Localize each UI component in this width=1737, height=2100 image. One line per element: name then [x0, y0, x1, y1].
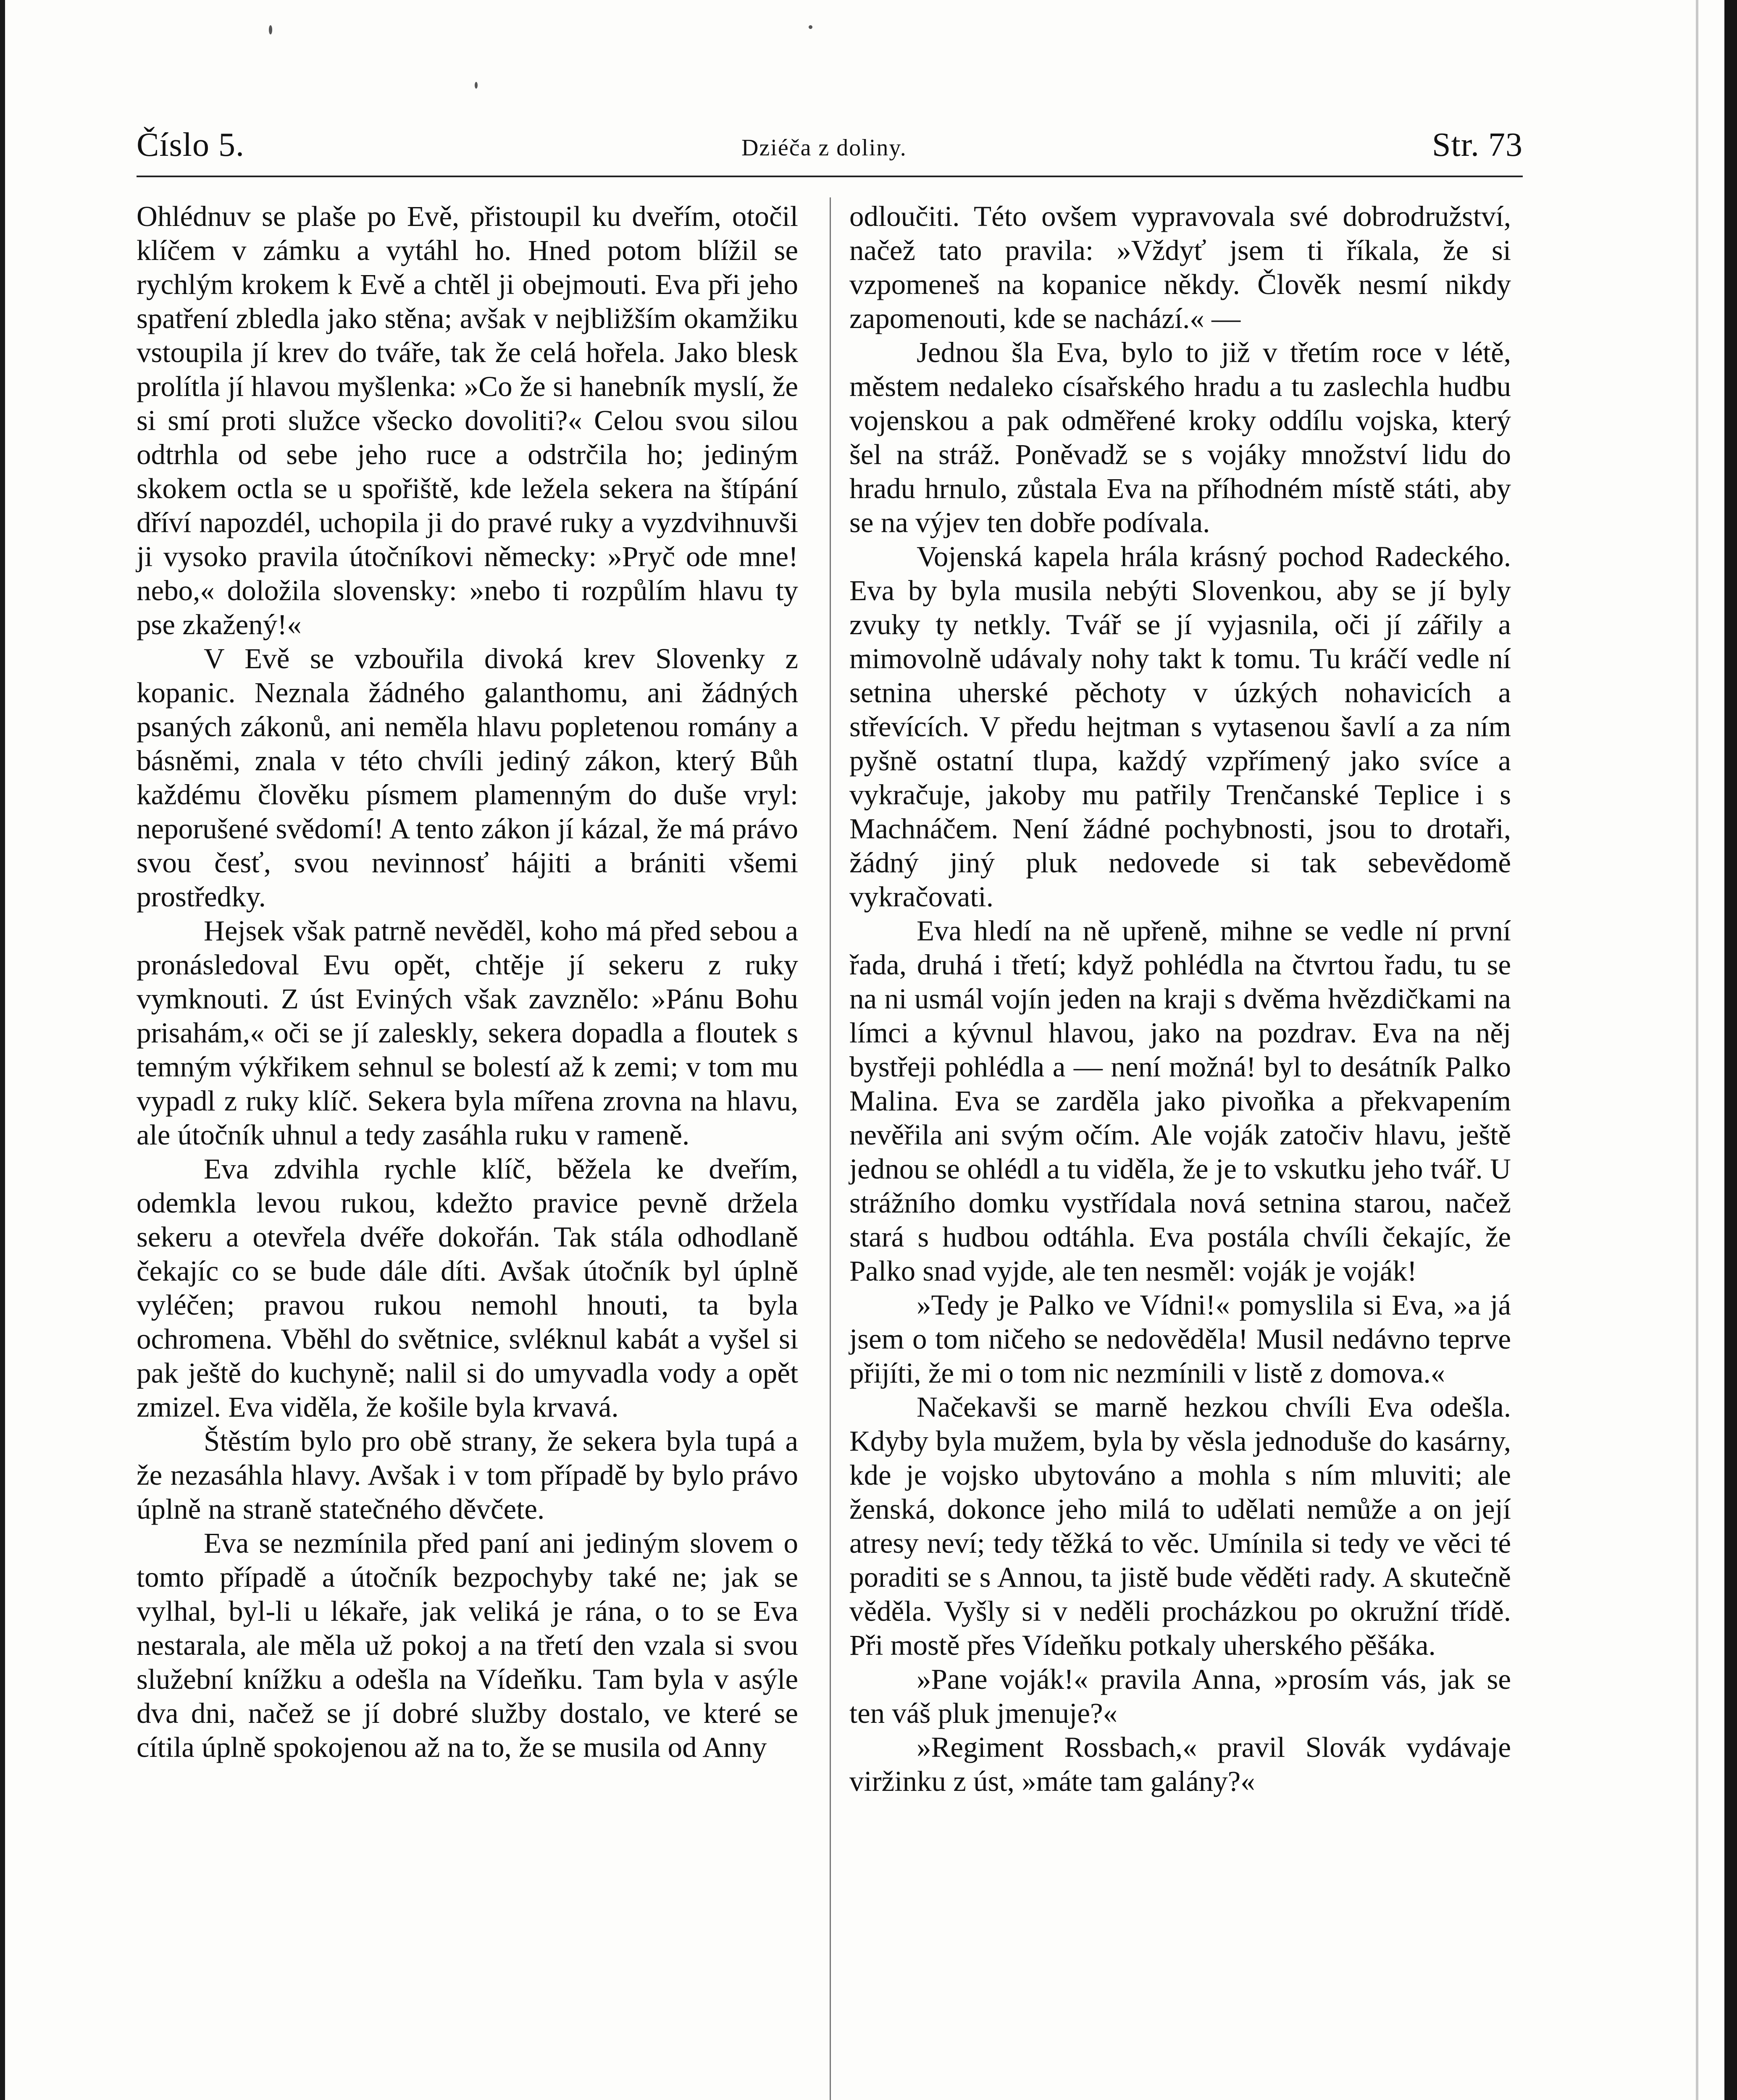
paragraph: Načekavši se marně hezkou chvíli Eva odešla. Kdyby byla mužem, byla by věsla jednoduše do kasárny, kde je vojsko ubytováno a mohla s ním mluviti; ale ženská, dokonce jeho milá to udělati nemůže a on její atresy neví; tedy těžká to věc. Umínila si tedy ve věci té poraditi se s Annou, ta jistě bude věděti rady. A skutečně věděla. Vyšly si v neděli procházkou po okružní třídě. Při mostě přes Vídeňku potkaly uherského pěšáka. [849, 1391, 1511, 1661]
issue-number: Číslo 5. [137, 126, 244, 163]
page-number: Str. 73 [1432, 126, 1523, 163]
column-divider [830, 197, 831, 2100]
paragraph: Eva zdvihla rychle klíč, běžela ke dveřím, odemkla levou rukou, kdežto pravice pevně držela sekeru a otevřela dvéře dokořán. Tak stála odhodlaně čekajíc co se bude dále díti. Avšak útočník byl úplně vyléčen; pravou rukou nemohl hnouti, ta byla ochromena. Vběhl do světnice, svléknul kabát a vyšel si pak ještě do kuchyně; nalil si do umyvadla vody a opět zmizel. Eva viděla, že košile byla krvavá. [137, 1153, 798, 1423]
left-column [137, 200, 798, 1764]
scan-edge-right [1724, 0, 1737, 2100]
right-column [849, 200, 1511, 1798]
paragraph: Jednou šla Eva, bylo to již v třetím roce v létě, městem nedaleko císařského hradu a tu zaslechla hudbu vojenskou a pak odměřené kroky oddílu vojska, který šel na stráž. Poněvadž se s vojáky množství lidu do hradu hrnulo, zůstala Eva na příhodném místě státi, aby se na výjev ten dobře podívala. [849, 336, 1511, 538]
paragraph: Vojenská kapela hrála krásný pochod Radeckého. Eva by byla musila nebýti Slovenkou, aby se jí byly zvuky ty netkly. Tvář se jí vyjasnila, oči jí zářily a mimovolně udávaly nohy takt k tomu. Tu kráčí vedle ní setnina uherské pěchoty v úzkých nohavicích a střevících. V předu hejtman s vytasenou šavlí a za ním pyšně ostatní tlupa, každý vzpřímený jako svíce a vykračuje, jakoby mu patřily Trenčanské Teplice i s Machnáčem. Není žádné pochybnosti, jsou to drotaři, žádný jiný pluk nedovede si tak sebevědomě vykračovati. [849, 541, 1511, 913]
paragraph: Eva se nezmínila před paní ani jediným slovem o tomto případě a útočník bezpochyby také ne; jak se vylhal, byl-li u lékaře, jak veliká je rána, o to se Eva nestarala, ale měla už pokoj a na třetí den vzala si svou služební knížku a odešla na Vídeňku. Tam byla v asýle dva dni, načež se jí dobré služby dostalo, ve které se cítila úplně spokojenou až na to, že se musila od Anny [137, 1527, 798, 1763]
scan-speck [269, 25, 272, 34]
scan-speck [475, 82, 478, 89]
running-header [137, 126, 1523, 176]
scan-speck [809, 25, 812, 29]
running-title: Dziéča z doliny. [741, 135, 907, 161]
paragraph: Eva hledí na ně upřeně, mihne se vedle ní první řada, druhá i třetí; když pohlédla na čtvrtou řadu, tu se na ni usmál vojín jeden na kraji s dvěma hvězdičkami na límci a kývnul hlavou, jako na pozdrav. Eva na něj bystřeji pohlédla a — není možná! byl to desátník Palko Malina. Eva se zarděla jako pivoňka a překvapením nevěřila ani svým očím. Ale voják zatočiv hlavu, ještě jednou se ohlédl a tu viděla, že je to vskutku jeho tvář. U strážního domku vystřídala nová setnina starou, načež stará s hudbou odtáhla. Eva postála chvíli čekajíc, že Palko snad vyjde, ale ten nesměl: voják je voják! [849, 915, 1511, 1287]
paragraph: Hejsek však patrně nevěděl, koho má před sebou a pronásledoval Evu opět, chtěje jí sekeru z ruky vymknouti. Z úst Eviných však zavznělo: »Pánu Bohu prisahám,« oči se jí zaleskly, sekera dopadla a floutek s temným výkřikem sehnul se bolestí až k zemi; v tom mu vypadl z ruky klíč. Sekera byla mířena zrovna na hlavu, ale útočník uhnul a tedy zasáhla ruku v rameně. [137, 915, 798, 1151]
paragraph: odloučiti. Této ovšem vypravovala své dobrodružství, načež tato pravila: »Vždyť jsem ti říkala, že si vzpomeneš na kopanice někdy. Člověk nesmí nikdy zapomenouti, kde se nachází.« — [849, 200, 1511, 334]
paragraph: Ohlédnuv se plaše po Evě, přistoupil ku dveřím, otočil klíčem v zámku a vytáhl ho. Hned potom blížil se rychlým krokem k Evě a chtěl ji obejmouti. Eva při jeho spatření zbledla jako stěna; avšak v nejbližším okamžiku vstoupila jí krev do tváře, tak že celá hořela. Jako blesk prolítla jí hlavou myšlenka: »Co že si hanebník myslí, že si smí proti služce všecko dovoliti?« Celou svou silou odtrhla od sebe jeho ruce a odstrčila ho; jediným skokem octla se u spořiště, kde ležela sekera na štípání dříví napozdél, uchopila ji do pravé ruky a vyzdvihnuvši ji vysoko pravila útočníkovi německy: »Pryč ode mne! nebo,« doložila slovensky: »nebo ti rozpůlím hlavu ty pse zkažený!« [137, 200, 798, 640]
scan-edge-line [1696, 0, 1698, 2100]
paragraph: »Regiment Rossbach,« pravil Slovák vydávaje viržinku z úst, »máte tam galány?« [849, 1731, 1511, 1797]
paragraph: V Evě se vzbouřila divoká krev Slovenky z kopanic. Neznala žádného galanthomu, ani žádných psaných zákonů, ani neměla hlavu popletenou romány a básněmi, znala v této chvíli jediný zákon, který Bůh každému člověku písmem plamenným do duše vryl: neporušené svědomí! A tento zákon jí kázal, že má právo svou česť, svou nevinnosť hájiti a brániti všemi prostředky. [137, 643, 798, 913]
paragraph: »Tedy je Palko ve Vídni!« pomyslila si Eva, »a já jsem o tom ničeho se nedověděla! Musil nedávno teprve přijíti, že mi o tom nic nezmínili v listě z domova.« [849, 1289, 1511, 1389]
paragraph: Štěstím bylo pro obě strany, že sekera byla tupá a že nezasáhla hlavy. Avšak i v tom případě by bylo právo úplně na straně statečného děvčete. [137, 1425, 798, 1525]
header-rule [137, 176, 1523, 177]
scan-edge-left [0, 0, 5, 2100]
paragraph: »Pane voják!« pravila Anna, »prosím vás, jak se ten váš pluk jmenuje?« [849, 1663, 1511, 1729]
